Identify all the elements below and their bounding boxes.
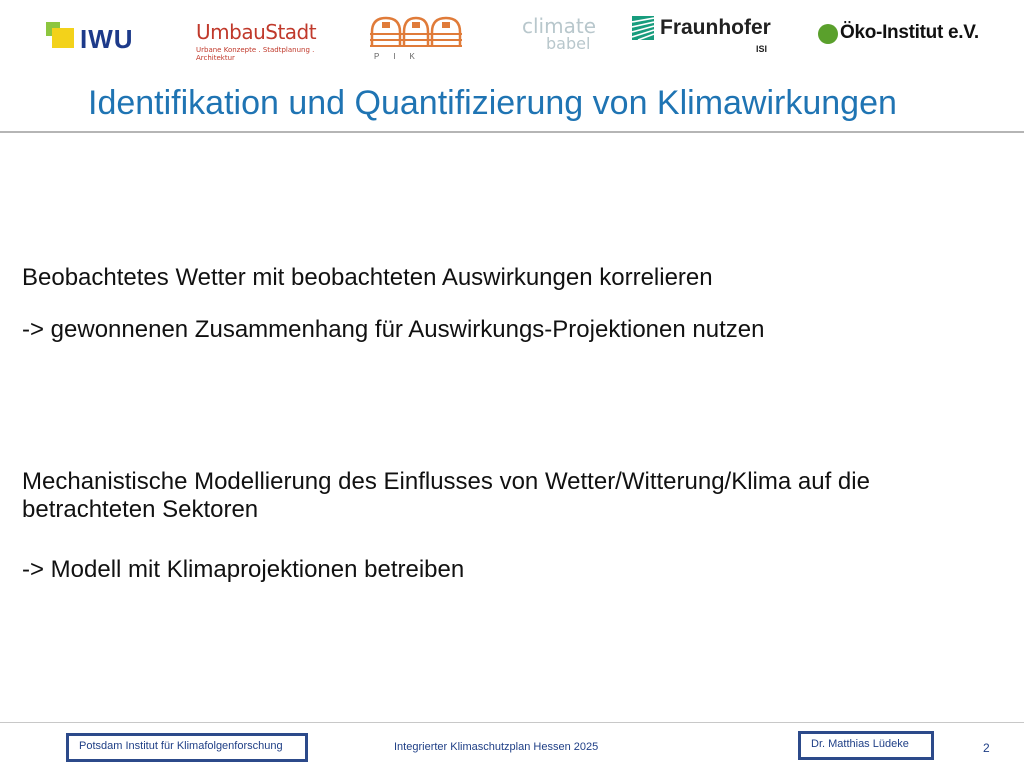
paragraph-2: -> gewonnenen Zusammenhang für Auswirkungs-Projektionen nutzen (22, 316, 765, 343)
umbaustadt-logo (196, 20, 336, 60)
climate-babel-logo (522, 14, 596, 56)
title-divider (0, 131, 1024, 133)
iwu-logo-text: IWU (80, 24, 134, 54)
slide-title: Identifikation und Quantifizierung von Klimawirkungen (88, 84, 897, 122)
pik-logo (366, 14, 466, 62)
page-number: 2 (983, 741, 990, 755)
umbaustadt-subtitle: Urbane Konzepte . Stadtplanung . Architektur (196, 46, 315, 62)
climate-logo-line1: climate (522, 14, 596, 38)
paragraph-1: Beobachtetes Wetter mit beobachteten Auswirkungen korrelieren (22, 264, 713, 291)
oeko-leaf-icon (818, 24, 838, 44)
climate-logo-line2: babel (546, 34, 591, 53)
oeko-logo-text: Öko-Institut e.V. (840, 22, 979, 43)
pik-logo-text: PIK (374, 52, 429, 61)
logo-bar (0, 0, 1024, 70)
iwu-yellow-square-icon (52, 28, 74, 48)
oeko-institut-logo (818, 22, 988, 52)
footer-institute-box: Potsdam Institut für Klimafolgenforschung (66, 733, 308, 762)
footer-author-box: Dr. Matthias Lüdeke (798, 731, 934, 760)
paragraph-4: -> Modell mit Klimaprojektionen betreiben (22, 556, 465, 583)
fraunhofer-mark-icon (632, 16, 654, 40)
umbaustadt-title: UmbauStadt (196, 20, 317, 44)
fraunhofer-logo-text: Fraunhofer (660, 16, 771, 39)
pik-arches-icon (366, 14, 466, 52)
footer-project-text: Integrierter Klimaschutzplan Hessen 2025 (394, 741, 599, 753)
fraunhofer-logo (632, 16, 772, 56)
fraunhofer-unit-text: ISI (756, 44, 768, 54)
iwu-logo (42, 18, 132, 54)
footer-divider (0, 722, 1024, 723)
paragraph-3: Mechanistische Modellierung des Einflusses von Wetter/Witterung/Klima auf die betrachteten Sektoren (22, 468, 870, 523)
